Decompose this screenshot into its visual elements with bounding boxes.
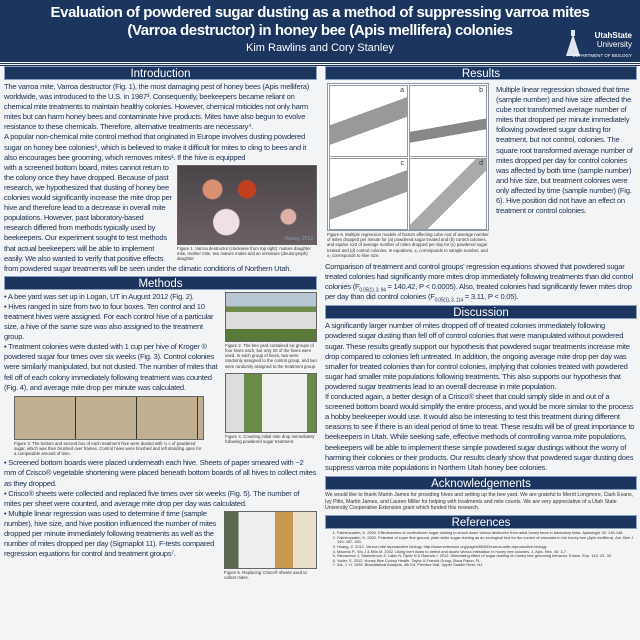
authors: Kim Rawlins and Cory Stanley bbox=[246, 42, 394, 54]
discussion-heading: Discussion bbox=[325, 305, 637, 319]
svg-text:DEPARTMENT OF BIOLOGY: DEPARTMENT OF BIOLOGY bbox=[572, 53, 632, 58]
methods-bullet-2: • Hives ranged in size from two to four boxes. Ten control and 10 treatment hives were assigned. For each control hive of a particular size, a hive of the same size was also assigned to the treatment group. bbox=[4, 301, 214, 342]
usu-logo bbox=[564, 26, 634, 62]
discussion-paragraph-2: If conducted again, a better design of a Crisco® sheet that could simply slide in and out of a screened bottom board would simplify the entire process, and would be more similar to the process a hobby beekeeper would use. It would also be interesting to test this treatment during different seasons to see if there is an ideal period of time to treat. These results will be of great importance to beekeepers in Utah. While seeking safe, effective methods of controlling varroa mite populations, beekeepers will be able to implement these simple powdered sugar dustings without the worry of harming their colonies or their products. Our results clearly show that powdered sugar dusting does suppress varroa mite populations in Northern Utah honey bee colonies. bbox=[325, 392, 635, 472]
plot-a bbox=[329, 85, 408, 157]
methods-bullet-4: • Screened bottom boards were placed underneath each hive. Sheets of paper smeared with ~2 mm of Crisco® vegetable shortening were placed beneath bottom boards of all hives to collect mites as they dropped. bbox=[4, 458, 317, 488]
svg-text:UtahState: UtahState bbox=[594, 31, 632, 40]
figure-3-dusting-images bbox=[14, 396, 204, 440]
f-test-1-subscript: 0.05(1), 3, 94 bbox=[359, 287, 386, 294]
poster-header bbox=[0, 0, 640, 62]
poster-title bbox=[0, 0, 640, 40]
methods-bullet-3: • Treatment colonies were dusted with 1 cup per hive of Kroger ® powdered sugar four times over six weeks (Fig. 3). Control colonies were similarly manipulated, but not dusted. The number of mites that fell off of each colony immediately following treatment was counted (Fig. 4), and average mite drop per minute was calculated. bbox=[4, 342, 218, 392]
intro-heading: Introduction bbox=[4, 66, 317, 80]
comparison-text-1: Comparison of treatment and control groups' regression equations showed that powdered sugar treated colonies had significantly more mites drop immediately following treatments than did control colonies (F bbox=[325, 262, 634, 292]
results-side-text: Multiple linear regression showed that time (sample number) and hive size affected the cube root transformed average number of mites that dropped per minute immediately following powdered sugar dusting for treatment, but not control, colonies. The square root transformed average number of mites dropped per day for control colonies was affected by both time (sample number) and hive size, but treatment colonies were only affected by time (sample number) (Fig. 6). Hive position did not have an effect on treatment or control colonies. bbox=[496, 85, 633, 216]
reference-item: 6. Yoder, S. 2012. Honey Bee Colony Health. Taylor & Francis Group, Boca Raton, FL. bbox=[337, 559, 637, 564]
results-heading: Results bbox=[325, 66, 637, 80]
plot-d bbox=[409, 158, 487, 230]
figure-1-caption: Figure 1. Varroa destructor (clockwise from top right): mature daughter mite, mother mite, two mature males and an immature (deutonymph) daughter bbox=[177, 245, 311, 262]
f-test-2-subscript: 0.05(1), 3, 114 bbox=[434, 297, 464, 304]
acknowledgements-heading: Acknowledgements bbox=[325, 476, 637, 490]
discussion-text bbox=[325, 321, 637, 472]
panel-label-d: d bbox=[479, 160, 483, 167]
figure-2-bee-yard-image bbox=[225, 292, 317, 342]
figure-5-caption: Figure 5. Replacing Crisco® sheets used to collect mites. bbox=[224, 569, 307, 580]
intro-paragraph-1: The varroa mite, Varroa destructor (Fig. 1), the most damaging pest of honey bees (Apis mellifera) worldwide, was introduced to the U.S. in 1987³. Consequently, beekeepers became reliant on chemical mite treatments to maintain healthy colonies. However, chemical miticides not only harm mites but can harm honey bees and contaminate hive products. Mites have also begun to evolve resistance to these chemicals. Therefore, alternative treatments are necessary⁴. bbox=[4, 82, 309, 132]
methods-bullet-1: • A bee yard was set up in Logan, UT in August 2012 (Fig. 2). bbox=[4, 291, 194, 301]
right-column bbox=[325, 66, 637, 568]
comparison-text-3: = 3.11, P < 0.05). bbox=[463, 292, 519, 302]
discussion-paragraph-1: A significantly larger number of mites dropped off of treated colonies immediately following powdered sugar dusting than fell off of control colonies that were manipulated without powdered sugar. These results greatly support our hypothesis that powdered sugar treatments increase mite drop compared to colonies left untreated. In addition, the ongoing average mite drop per day was smaller for treated colonies than for control colonies, implying that colonies treated with powdered sugar had smaller mite populations following treatments. This also supports our hypothesis that powdered sugar treatments lead to an overall decrease in mite population. bbox=[325, 321, 630, 391]
intro-paragraph-2b: with a screened bottom board, mites cannot return to the colony once they have dropped. Because of past research, we hypothesized that dusting of honey bee colonies would significantly increase the mite drop per hive and therefore lead to a decrease in overall mite populations. However, past laboratory-based research differed from methods typically used by beekeepers. Our experiment sought to test methods that actual beekeepers will be able to implement easily. We also wanted to verify that positive effects from powdered sugar treatments will be seen under the climatic conditions of Northern Utah. bbox=[4, 162, 292, 273]
acknowledgements-text: We would like to thank Martin James for providing hives and setting up the bee yard. We are grateful to Merrit Longmore, Clark Evans, Ivy Pitts, Martin James, and Lauren Miller for helping with treatments and mite counts. We are very appreciative of a Utah State University Cooperative Extension grant which funded this research. bbox=[325, 491, 634, 512]
plot-c bbox=[329, 158, 408, 230]
figure-5-crisco-image bbox=[224, 511, 317, 569]
reference-item: 4. Macedo P., Wu J & Ellis M. 2002. Using inert dusts to detect and asses Varroa infestation in honey bee colonies. J. Apic. Res. 40: 3-7. bbox=[337, 550, 637, 555]
panel-label-c: c bbox=[400, 160, 404, 167]
figure-1-varroa-image bbox=[177, 165, 317, 245]
methods-bullets-mid bbox=[4, 456, 317, 508]
title-line-1: Evaluation of powdered sugar dusting as a method of suppressing varroa mites bbox=[50, 4, 590, 21]
references-list bbox=[325, 531, 637, 568]
title-line-2: (Varroa destructor) in honey bee (Apis mellifera) colonies bbox=[127, 22, 513, 39]
figure-4-mite-count-image bbox=[225, 373, 317, 433]
figure-1 bbox=[177, 165, 317, 262]
fig1-credit: Huang, 2012 bbox=[284, 235, 313, 242]
reference-item: 5. Stevanovic J, Stanimirovic Z, Lakic N, Djelic N & Radovic I. 2012. Stimulating effect of sugar dusting on honey bee grooming behavior. Entom. Exp. 143: 23- 30. bbox=[337, 554, 637, 559]
figure-3 bbox=[14, 396, 204, 457]
figure-6-regression-plots bbox=[327, 83, 489, 231]
figure-2-caption: Figure 2. The bee yard contained six groups of four hives each, but only 20 of the hives were used. In each group of hives, two were randomly assigned to the control group, and two were randomly assigned to the treatment group. bbox=[225, 342, 317, 369]
figure-5 bbox=[224, 511, 317, 580]
methods-bullet-6: • Multiple linear regression was used to determine if time (sample number), hive size, and hive position influenced the number of mites dropped per minute immediately following treatments as well as the number of mites dropped per day (Sigmaplot 11). F-tests compared regression equations for control and treatment groups⁷. bbox=[4, 508, 217, 559]
methods-bullet-5: • Crisco® sheets were collected and replaced five times over six weeks (Fig. 5). The number of mites per sheet were counted, and average mite drop per day was calculated. bbox=[4, 488, 300, 508]
plot-b bbox=[409, 85, 487, 157]
reference-item: 3. Huang, Z. 2012. Varroa mite reproductive biology. http://www.extension.org/pages/65450/varroa-mite-reproductive-biology bbox=[337, 545, 637, 550]
intro-paragraph-2a: A popular non-chemical mite control method that originated in Europe involves dusting powdered sugar on honey bee colonies⁶, which is believed to make it difficult for mites to cling to bees and it also encourages bee grooming, which removes mites¹. If the hive is equipped bbox=[4, 132, 307, 162]
methods-heading: Methods bbox=[4, 276, 317, 290]
left-column bbox=[4, 66, 317, 580]
methods-right-figures bbox=[225, 292, 317, 444]
panel-label-a: a bbox=[400, 87, 404, 94]
svg-text:University: University bbox=[596, 40, 632, 49]
reference-item: 1. Fakhimzadeh, K. 2000. Effectiveness of confectioner sugar dusting to knock down Varroa destructor from adult honey bees in laboratory trials. Apidologie 32: 139-148. bbox=[337, 531, 637, 536]
results-comparison bbox=[325, 260, 637, 302]
reference-item: 7. Zar, J. H. 1999. Biostatistical Analysis, 4th Ed. Prentice Hall, Upper Saddle River, NJ. bbox=[337, 563, 637, 568]
figure-4-caption: Figure 4. Counting initial mite drop immediately following powdered sugar treatment. bbox=[225, 433, 315, 444]
comparison-text-2: = 140.42, P < 0.0005). Also, treated colonies had significantly fewer mites drop per day than did control colonies (F bbox=[325, 282, 632, 302]
panel-label-b: b bbox=[479, 87, 483, 94]
figure-6 bbox=[327, 83, 489, 258]
references-heading: References bbox=[325, 515, 637, 529]
figure-3-caption: Figure 3: The bottom and second box of each treatment hive were dusted with ¼ c of powdered sugar, which was then brushed over frames. Control hives were brushed and left standing open for a comparable amount of time. bbox=[14, 440, 202, 457]
figure-6-caption: Figure 6. Multiple regression models of factors affecting cube root of average number of mites dropped per minute for (a) powdered sugar treated and (b) control colonies, and square root of average number of mites dropped per day for (c) powdered sugar treated and (d) control colonies. In equations, x₁ corresponds to sample number, and x₂ corresponds to hive size. bbox=[327, 232, 489, 258]
reference-item: 2. Fakhimzadeh, K. 2000. Potential of super fine ground, plain white sugar dusting as an ecological tool for the control of varroasis in the honey bee (Apis mellifera). Am. Bee J. 140: 487- 491. bbox=[337, 536, 637, 545]
